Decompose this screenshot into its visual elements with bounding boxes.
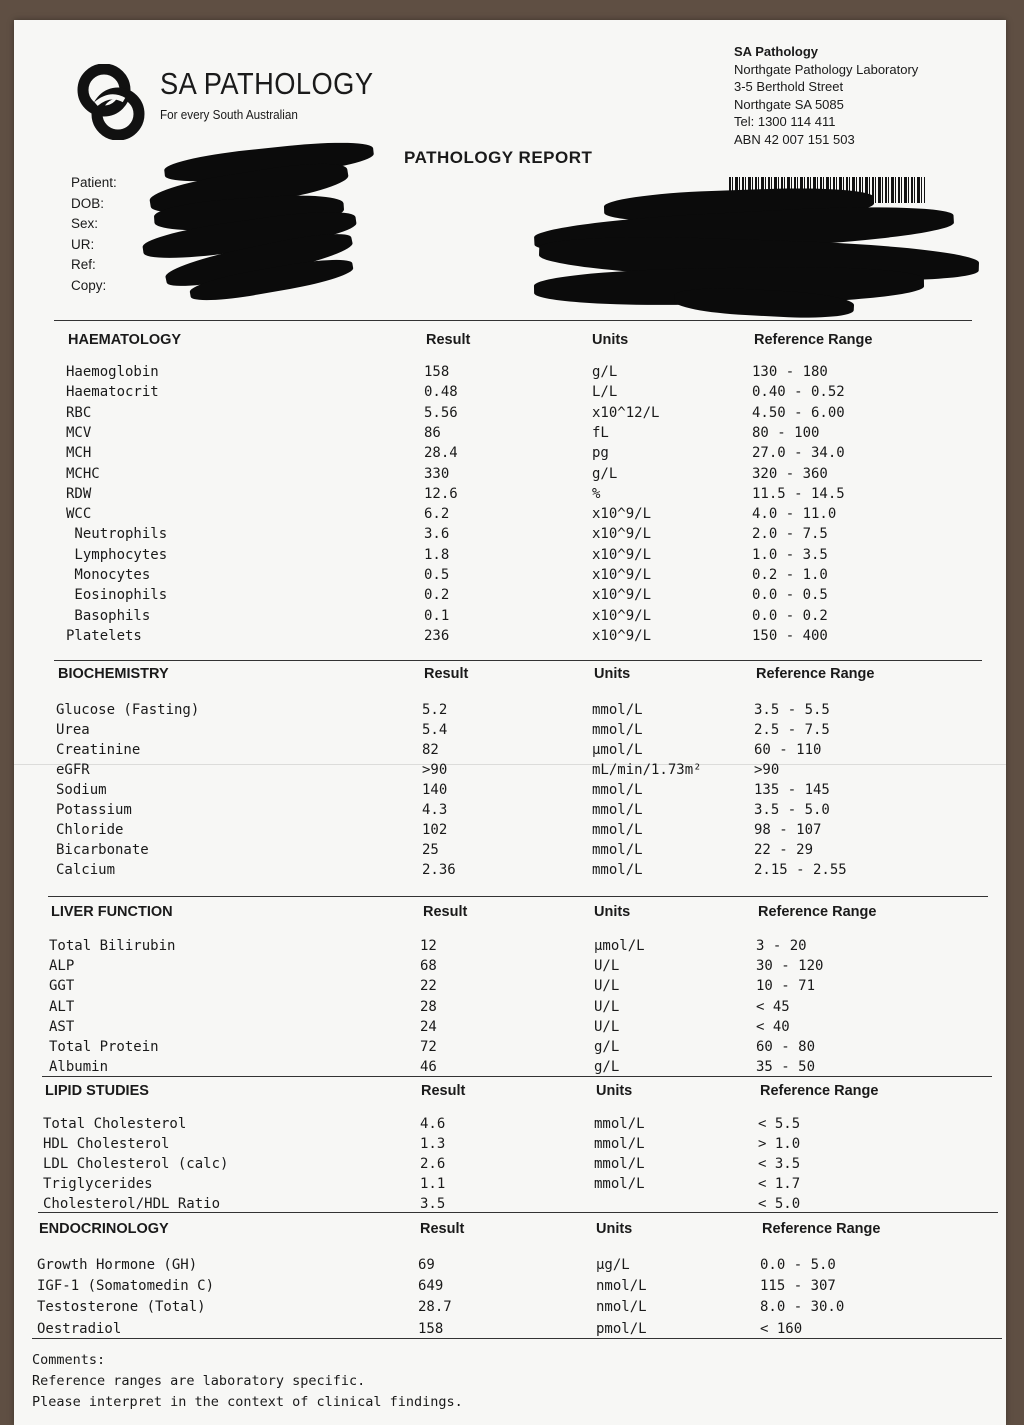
report-paper <box>14 20 1006 1425</box>
cell-name: ALT <box>49 998 75 1015</box>
cell-range: 1.0 - 3.5 <box>752 546 828 563</box>
cell-range: 150 - 400 <box>752 627 828 644</box>
cell-name: Calcium <box>56 862 116 878</box>
cell-result: >90 <box>422 762 448 778</box>
cell-units: U/L <box>594 1018 620 1035</box>
cell-units: g/L <box>594 1039 620 1055</box>
cell-units: L/L <box>592 384 618 401</box>
cell-range: < 5.0 <box>758 1196 801 1213</box>
comment-line: Reference ranges are laboratory specific. <box>32 1373 366 1389</box>
cell-result: 28.7 <box>418 1299 452 1316</box>
cell-range: 320 - 360 <box>752 465 828 482</box>
cell-range: 27.0 - 34.0 <box>752 445 845 462</box>
patient-labels <box>71 173 117 297</box>
cell-result: 5.2 <box>422 702 448 718</box>
cell-range: 3 - 20 <box>756 938 807 954</box>
cell-units: mmol/L <box>592 862 643 878</box>
cell-range: 3.5 - 5.5 <box>754 702 830 718</box>
ref-label: Ref: <box>71 257 96 273</box>
cell-name: Haematocrit <box>66 384 159 401</box>
cell-name: Albumin <box>49 1059 109 1076</box>
cell-range: 98 - 107 <box>754 822 822 838</box>
cell-name: Testosterone (Total) <box>37 1299 206 1316</box>
cell-name: Total Cholesterol <box>43 1116 187 1132</box>
column-header: Result <box>423 904 468 920</box>
cell-units: mmol/L <box>594 1176 645 1193</box>
cell-result: 1.1 <box>420 1176 446 1193</box>
cell-name: Monocytes <box>66 567 151 583</box>
cell-result: 0.48 <box>424 384 458 401</box>
cell-units: fL <box>592 424 609 441</box>
cell-range: 10 - 71 <box>756 978 816 995</box>
cell-units: pmol/L <box>596 1320 647 1337</box>
cell-units: nmol/L <box>596 1299 647 1316</box>
cell-result: 236 <box>424 627 450 644</box>
section-divider <box>38 1212 998 1213</box>
cell-units: mmol/L <box>594 1156 645 1173</box>
column-header: Result <box>420 1221 465 1237</box>
cell-range: < 40 <box>756 1018 790 1035</box>
comments-label: Comments: <box>32 1352 106 1368</box>
cell-name: MCH <box>66 445 92 462</box>
address-line: SA Pathology <box>734 44 819 59</box>
cell-name: Oestradiol <box>37 1320 122 1337</box>
cell-name: GGT <box>49 978 75 995</box>
cell-range: 0.0 - 5.0 <box>760 1257 836 1273</box>
cell-units: µmol/L <box>594 938 645 954</box>
cell-range: > 1.0 <box>758 1136 801 1153</box>
cell-result: 0.2 <box>424 587 450 604</box>
cell-name: MCV <box>66 424 92 441</box>
cell-units: g/L <box>592 364 618 380</box>
cell-result: 330 <box>424 465 450 482</box>
report-title: PATHOLOGY REPORT <box>404 148 593 167</box>
cell-units: mmol/L <box>592 822 643 838</box>
cell-name: Triglycerides <box>43 1176 153 1193</box>
cell-name: eGFR <box>56 762 90 778</box>
cell-result: 3.5 <box>420 1196 446 1213</box>
cell-range: 0.0 - 0.2 <box>752 607 828 624</box>
column-header: Reference Range <box>758 904 877 920</box>
cell-name: ALP <box>49 958 75 975</box>
cell-range: 4.50 - 6.00 <box>752 404 845 421</box>
cell-name: Glucose (Fasting) <box>56 702 200 718</box>
cell-range: 60 - 80 <box>756 1039 816 1055</box>
cell-name: Platelets <box>66 627 142 644</box>
cell-units: x10^9/L <box>592 627 652 644</box>
address-line: ABN 42 007 151 503 <box>734 131 855 147</box>
section-divider <box>42 1076 992 1077</box>
cell-name: Neutrophils <box>66 526 168 543</box>
cell-result: 3.6 <box>424 526 450 543</box>
cell-result: 68 <box>420 958 437 975</box>
cell-range: 80 - 100 <box>752 424 820 441</box>
section-divider <box>54 320 972 321</box>
brand-name: SA PATHOLOGY <box>160 66 374 101</box>
cell-units: pg <box>592 445 609 462</box>
section-divider <box>32 1338 1002 1339</box>
cell-name: Urea <box>56 722 90 738</box>
cell-range: >90 <box>754 762 780 778</box>
cell-name: Potassium <box>56 802 132 818</box>
cell-units: µmol/L <box>592 742 643 758</box>
section-divider <box>48 896 988 897</box>
column-header: Reference Range <box>760 1083 879 1099</box>
cell-result: 649 <box>418 1278 444 1295</box>
cell-range: < 160 <box>760 1320 803 1337</box>
cell-result: 5.56 <box>424 404 458 421</box>
cell-name: WCC <box>66 506 92 523</box>
cell-result: 28.4 <box>424 445 458 462</box>
address-line: Northgate SA 5085 <box>734 96 844 112</box>
column-header: Units <box>592 332 629 348</box>
paper-fold <box>14 764 1006 765</box>
section-title: ENDOCRINOLOGY <box>39 1221 169 1237</box>
cell-result: 82 <box>422 742 439 758</box>
section-title: LIPID STUDIES <box>45 1083 149 1099</box>
cell-range: 130 - 180 <box>752 364 828 380</box>
cell-name: Cholesterol/HDL Ratio <box>43 1196 221 1213</box>
cell-range: 2.0 - 7.5 <box>752 526 828 543</box>
cell-result: 0.1 <box>424 607 450 624</box>
cell-result: 25 <box>422 842 439 858</box>
address-line: Tel: 1300 114 411 <box>734 114 836 129</box>
cell-units: mmol/L <box>592 802 643 818</box>
cell-range: 11.5 - 14.5 <box>752 485 845 502</box>
ur-label: UR: <box>71 236 95 252</box>
cell-units: % <box>592 485 601 502</box>
cell-range: < 3.5 <box>758 1156 801 1173</box>
cell-range: 135 - 145 <box>754 782 830 798</box>
cell-name: IGF-1 (Somatomedin C) <box>37 1278 215 1295</box>
column-header: Reference Range <box>762 1221 881 1237</box>
cell-range: 35 - 50 <box>756 1059 816 1076</box>
cell-range: 4.0 - 11.0 <box>752 506 837 523</box>
column-header: Result <box>421 1083 466 1099</box>
sa-pathology-logo-icon <box>74 64 146 140</box>
cell-name: Bicarbonate <box>56 842 149 858</box>
section-title: BIOCHEMISTRY <box>58 666 169 682</box>
cell-result: 86 <box>424 424 441 441</box>
cell-result: 158 <box>424 364 450 380</box>
cell-name: Total Protein <box>49 1039 159 1055</box>
cell-units: x10^12/L <box>592 404 660 421</box>
column-header: Reference Range <box>756 666 875 682</box>
cell-units: x10^9/L <box>592 567 652 583</box>
cell-units: x10^9/L <box>592 587 652 604</box>
column-header: Units <box>596 1221 633 1237</box>
cell-range: < 5.5 <box>758 1116 801 1132</box>
cell-result: 1.8 <box>424 546 450 563</box>
cell-result: 140 <box>422 782 448 798</box>
cell-units: U/L <box>594 978 620 995</box>
cell-result: 102 <box>422 822 448 838</box>
cell-result: 2.6 <box>420 1156 446 1173</box>
cell-units: g/L <box>592 465 618 482</box>
cell-units: mmol/L <box>592 842 643 858</box>
cell-result: 28 <box>420 998 437 1015</box>
section-title: HAEMATOLOGY <box>68 332 182 348</box>
cell-range: 0.0 - 0.5 <box>752 587 828 604</box>
cell-name: Eosinophils <box>66 587 168 604</box>
cell-result: 5.4 <box>422 722 448 738</box>
cell-range: 2.5 - 7.5 <box>754 722 830 738</box>
cell-name: Haemoglobin <box>66 364 159 380</box>
patient-label: Patient: <box>71 175 117 190</box>
column-header: Reference Range <box>754 332 873 348</box>
cell-range: 0.2 - 1.0 <box>752 567 828 583</box>
column-header: Units <box>594 904 631 920</box>
cell-name: Chloride <box>56 822 124 838</box>
copy-label: Copy: <box>71 277 107 293</box>
cell-range: 115 - 307 <box>760 1278 836 1295</box>
cell-units: U/L <box>594 998 620 1015</box>
cell-name: Creatinine <box>56 742 141 758</box>
section-divider <box>54 660 982 661</box>
cell-name: AST <box>49 1018 75 1035</box>
cell-result: 22 <box>420 978 437 995</box>
cell-units: x10^9/L <box>592 506 652 523</box>
cell-units: x10^9/L <box>592 546 652 563</box>
cell-result: 12.6 <box>424 485 458 502</box>
column-header: Units <box>596 1083 633 1099</box>
cell-name: Sodium <box>56 782 107 798</box>
cell-units: mL/min/1.73m² <box>592 762 702 778</box>
address-line: 3-5 Berthold Street <box>734 79 844 94</box>
cell-units: mmol/L <box>592 722 643 738</box>
cell-name: Basophils <box>66 607 151 624</box>
cell-units: mmol/L <box>594 1136 645 1153</box>
cell-units: x10^9/L <box>592 607 652 624</box>
column-header: Result <box>426 332 471 348</box>
cell-range: < 1.7 <box>758 1176 801 1193</box>
cell-range: 60 - 110 <box>754 742 822 758</box>
cell-range: 2.15 - 2.55 <box>754 862 847 878</box>
cell-result: 2.36 <box>422 862 456 878</box>
cell-name: Growth Hormone (GH) <box>37 1257 198 1273</box>
cell-units: U/L <box>594 958 620 975</box>
cell-result: 4.6 <box>420 1116 446 1132</box>
sex-label: Sex: <box>71 216 99 232</box>
cell-units: x10^9/L <box>592 526 652 543</box>
cell-result: 6.2 <box>424 506 450 523</box>
cell-name: RBC <box>66 404 92 421</box>
cell-units: mmol/L <box>592 702 643 718</box>
cell-result: 4.3 <box>422 802 448 818</box>
address-line: Northgate Pathology Laboratory <box>734 61 919 77</box>
cell-range: < 45 <box>756 998 790 1015</box>
cell-range: 3.5 - 5.0 <box>754 802 830 818</box>
lab-address <box>734 43 918 148</box>
cell-name: MCHC <box>66 465 100 482</box>
cell-name: Lymphocytes <box>66 546 168 563</box>
cell-result: 12 <box>420 938 437 954</box>
cell-result: 69 <box>418 1257 435 1273</box>
section-title: LIVER FUNCTION <box>51 904 173 920</box>
column-header: Result <box>424 666 469 682</box>
cell-units: g/L <box>594 1059 620 1076</box>
cell-result: 0.5 <box>424 567 450 583</box>
brand-tagline: For every South Australian <box>160 107 298 122</box>
cell-range: 8.0 - 30.0 <box>760 1299 845 1316</box>
cell-result: 158 <box>418 1320 444 1337</box>
cell-name: Total Bilirubin <box>49 938 176 954</box>
cell-result: 72 <box>420 1039 437 1055</box>
cell-result: 24 <box>420 1018 437 1035</box>
dob-label: DOB: <box>71 195 105 211</box>
cell-units: µg/L <box>596 1257 630 1273</box>
cell-units: mmol/L <box>594 1116 645 1132</box>
cell-name: LDL Cholesterol (calc) <box>43 1156 229 1173</box>
cell-result: 1.3 <box>420 1136 446 1153</box>
cell-units: mmol/L <box>592 782 643 798</box>
cell-range: 22 - 29 <box>754 842 814 858</box>
cell-result: 46 <box>420 1059 437 1076</box>
cell-units: nmol/L <box>596 1278 647 1295</box>
column-header: Units <box>594 666 631 682</box>
cell-range: 0.40 - 0.52 <box>752 384 845 401</box>
cell-range: 30 - 120 <box>756 958 824 975</box>
cell-name: HDL Cholesterol <box>43 1136 170 1153</box>
comment-line: Please interpret in the context of clinical findings. <box>32 1394 463 1410</box>
cell-name: RDW <box>66 485 92 502</box>
comments-block <box>32 1350 463 1413</box>
